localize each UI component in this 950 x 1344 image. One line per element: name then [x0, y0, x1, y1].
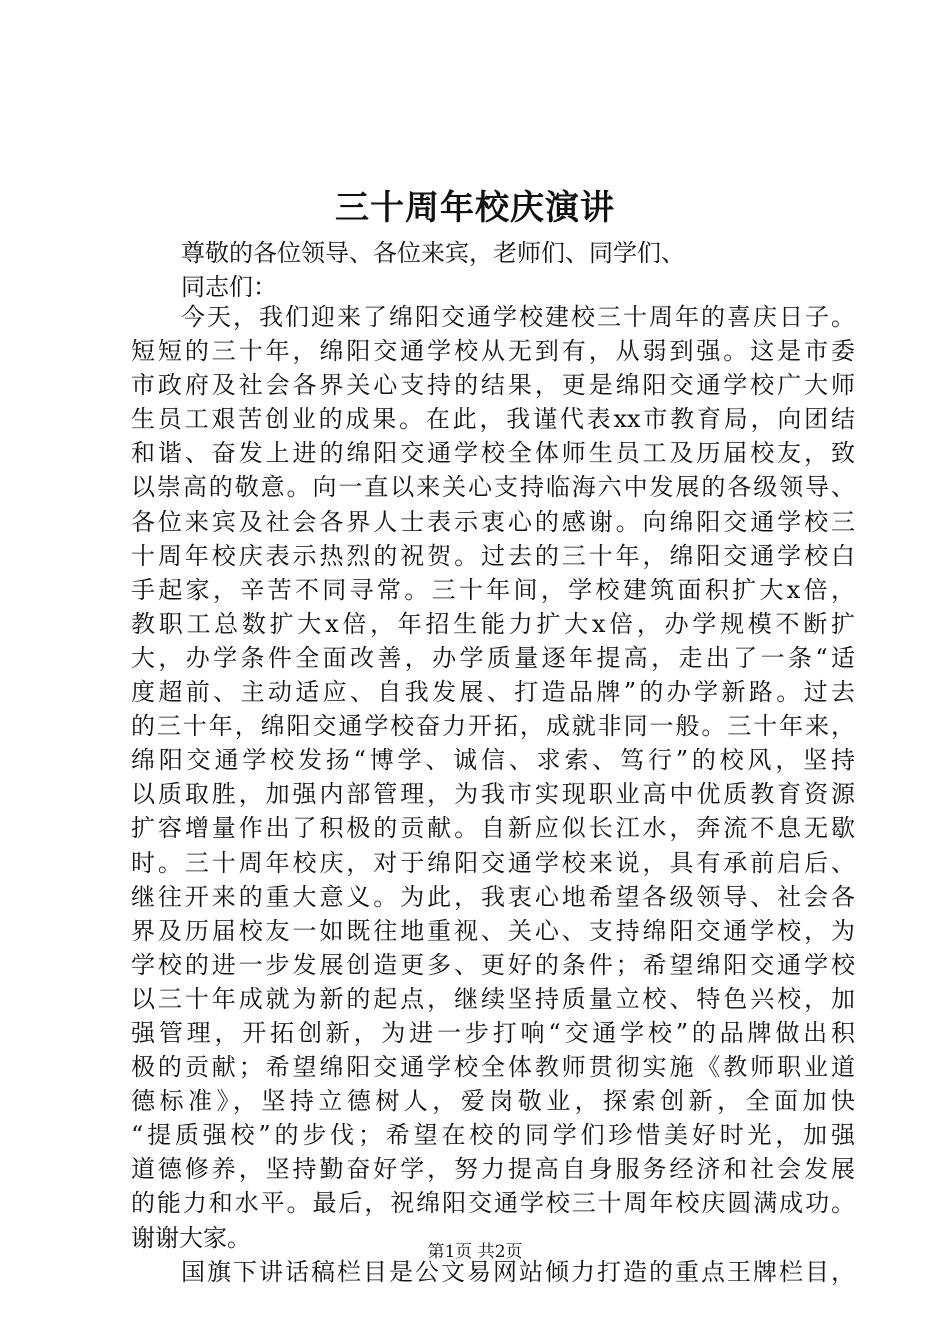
paragraph-line: 绵阳交通学校发扬“博学、诚信、求索、笃行”的校风，坚持 — [131, 746, 855, 775]
paragraph-line: 十周年校庆表示热烈的祝贺。过去的三十年，绵阳交通学校白 — [131, 541, 855, 570]
page-footer: 第1页 共2页 — [427, 1242, 523, 1262]
document-title: 三十周年校庆演讲 — [335, 188, 615, 228]
paragraph-line: 各位来宾及社会各界人士表示衷心的感谢。向绵阳交通学校三 — [131, 507, 855, 536]
paragraph-line: 的三十年，绵阳交通学校奋力开拓，成就非同一般。三十年来， — [131, 712, 855, 741]
paragraph-line: 今天，我们迎来了绵阳交通学校建校三十周年的喜庆日子。 — [181, 303, 855, 331]
paragraph-line: 大，办学条件全面改善，办学质量逐年提高，走出了一条“适 — [131, 643, 855, 672]
paragraph-line: 短短的三十年，绵阳交通学校从无到有，从弱到强。这是市委 — [131, 337, 855, 366]
paragraph-line: 德标准》，坚持立德树人，爱岗敬业，探索创新，全面加快 — [131, 1087, 855, 1116]
paragraph-line: 时。三十周年校庆，对于绵阳交通学校来说，具有承前启后、 — [131, 848, 855, 877]
paragraph-line: “提质强校”的步伐；希望在校的同学们珍惜美好时光，加强 — [131, 1121, 855, 1150]
paragraph-line: 生员工艰苦创业的成果。在此，我谨代表xx市教育局，向团结 — [131, 405, 855, 434]
paragraph-line: 以质取胜，加强内部管理，为我市实现职业高中优质教育资源 — [131, 780, 855, 809]
paragraph-line: 极的贡献；希望绵阳交通学校全体教师贯彻实施《教师职业道 — [131, 1053, 855, 1082]
paragraph-line: 以三十年成就为新的起点，继续坚持质量立校、特色兴校，加 — [131, 984, 855, 1013]
greeting-line: 同志们： — [181, 273, 277, 301]
paragraph-line: 界及历届校友一如既往地重视、关心、支持绵阳交通学校，为 — [131, 916, 855, 945]
paragraph-line: 的能力和水平。最后，祝绵阳交通学校三十周年校庆圆满成功。 — [131, 1189, 855, 1218]
body-text — [131, 300, 855, 1289]
paragraph-line: 强管理，开拓创新，为进一步打响“交通学校”的品牌做出积 — [131, 1018, 855, 1047]
paragraph-line: 谢谢大家。 — [131, 1223, 251, 1252]
paragraph-line: 以崇高的敬意。向一直以来关心支持临海六中发展的各级领导、 — [131, 473, 855, 502]
paragraph-line: 道德修养，坚持勤奋好学，努力提高自身服务经济和社会发展 — [131, 1155, 855, 1184]
paragraph-line: 和谐、奋发上进的绵阳交通学校全体师生员工及历届校友，致 — [131, 439, 855, 468]
paragraph-line: 度超前、主动适应、自我发展、打造品牌”的办学新路。过去 — [131, 678, 855, 707]
greeting-line: 尊敬的各位领导、各位来宾，老师们、同学们、 — [181, 239, 685, 267]
paragraph-line: 国旗下讲话稿栏目是公文易网站倾力打造的重点王牌栏目， — [181, 1257, 855, 1286]
paragraph-line: 手起家，辛苦不同寻常。三十年间，学校建筑面积扩大x倍， — [131, 575, 855, 604]
paragraph-line: 市政府及社会各界关心支持的结果，更是绵阳交通学校广大师 — [131, 371, 855, 400]
paragraph-line: 扩容增量作出了积极的贡献。自新应似长江水，奔流不息无歇 — [131, 814, 855, 843]
paragraph-line: 学校的进一步发展创造更多、更好的条件；希望绵阳交通学校 — [131, 950, 855, 979]
paragraph-line: 教职工总数扩大x倍，年招生能力扩大x倍，办学规模不断扩 — [131, 609, 855, 638]
paragraph-line: 继往开来的重大意义。为此，我衷心地希望各级领导、社会各 — [131, 882, 855, 911]
